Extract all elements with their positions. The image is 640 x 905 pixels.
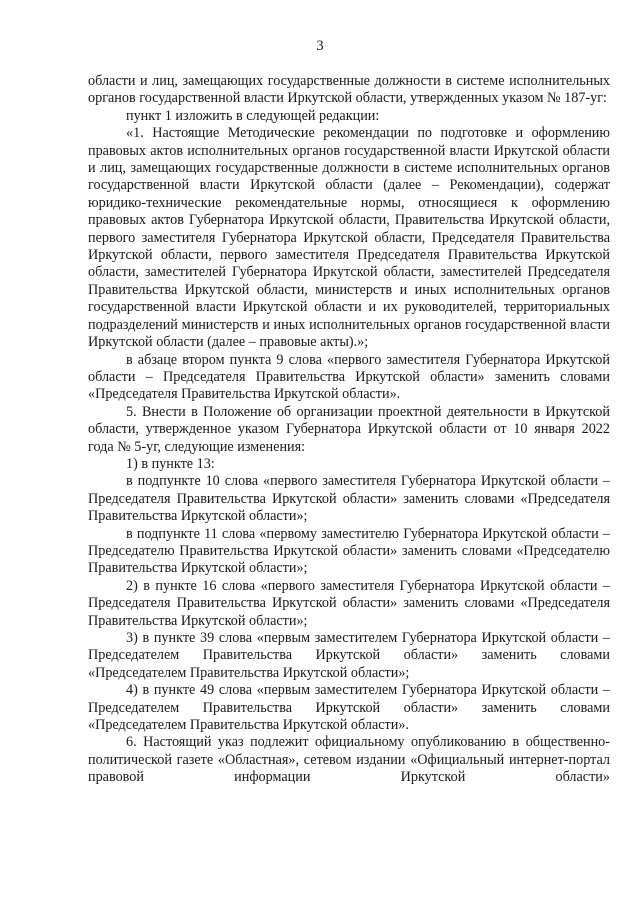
paragraph: 3) в пункте 39 слова «первым заместителем Губернатора Иркутской области – Председателем Правительства Иркутской области» заменить словами «Председателем Правительства Иркутской области»; [88, 630, 610, 681]
paragraph: в подпункте 11 слова «первому заместителю Губернатора Иркутской области – Председателю Правительства Иркутской области» заменить словами «Председателю Правительства Иркутской области»; [88, 525, 610, 577]
page-number: 3 [316, 38, 324, 54]
paragraph: 2) в пункте 16 слова «первого заместителя Губернатора Иркутской области – Председателя Правительства Иркутской области» заменить словами «Председателя Правительства Иркутской области»; [88, 577, 610, 629]
paragraph: области и лиц, замещающих государственные должности в системе исполнительных органов государственной власти Иркутской области, утвержденных указом № 187-уг: [88, 73, 610, 107]
document-body [88, 73, 610, 787]
paragraph: 4) в пункте 49 слова «первым заместителем Губернатора Иркутской области – Председателем Правительства Иркутской области» заменить словами «Председателем Правительства Иркутской области». [88, 682, 610, 734]
paragraph: 6. Настоящий указ подлежит официальному опубликованию в общественно-политической газете «Областная», сетевом издании «Официальный интернет-портал правовой информации Иркутской области» [88, 734, 610, 786]
paragraph: в подпункте 10 слова «первого заместителя Губернатора Иркутской области – Председателя Правительства Иркутской области» заменить словами «Председателя Правительства Иркутской области»; [88, 473, 610, 525]
paragraph: 5. Внести в Положение об организации проектной деятельности в Иркутской области, утвержденное указом Губернатора Иркутской области от 10 января 2022 года № 5-уг, следующие изменения: [88, 403, 610, 455]
paragraph: 1) в пункте 13: [126, 455, 215, 472]
paragraph: в абзаце втором пункта 9 слова «первого заместителя Губернатора Иркутской области – Председателя Правительства Иркутской области» заменить словами «Председателя Правительства Иркутской области». [88, 351, 610, 403]
paragraph: пункт 1 изложить в следующей редакции: [126, 107, 380, 124]
paragraph: «1. Настоящие Методические рекомендации по подготовке и оформлению правовых актов исполнительных органов государственной власти Иркутской области и лиц, замещающих государственные должности в системе исполнительных органов государственной власти Иркутской области (далее – Рекомендации), содержат юридико-технические рекомендательные нормы, относящиеся к оформлению правовых актов Губернатора Иркутской области, Правительства Иркутской области, первого заместителя Губернатора Иркутской области, Председателя Правительства Иркутской области, первого заместителя Председателя Правительства Иркутской области, заместителей Губернатора Иркутской области, заместителей Председателя Правительства Иркутской области, министерств и иных исполнительных органов государственной власти Иркутской области и их руководителей, территориальных подразделений министерств и иных исполнительных органов государственной власти Иркутской области (далее – правовые акты).»; [88, 125, 610, 351]
